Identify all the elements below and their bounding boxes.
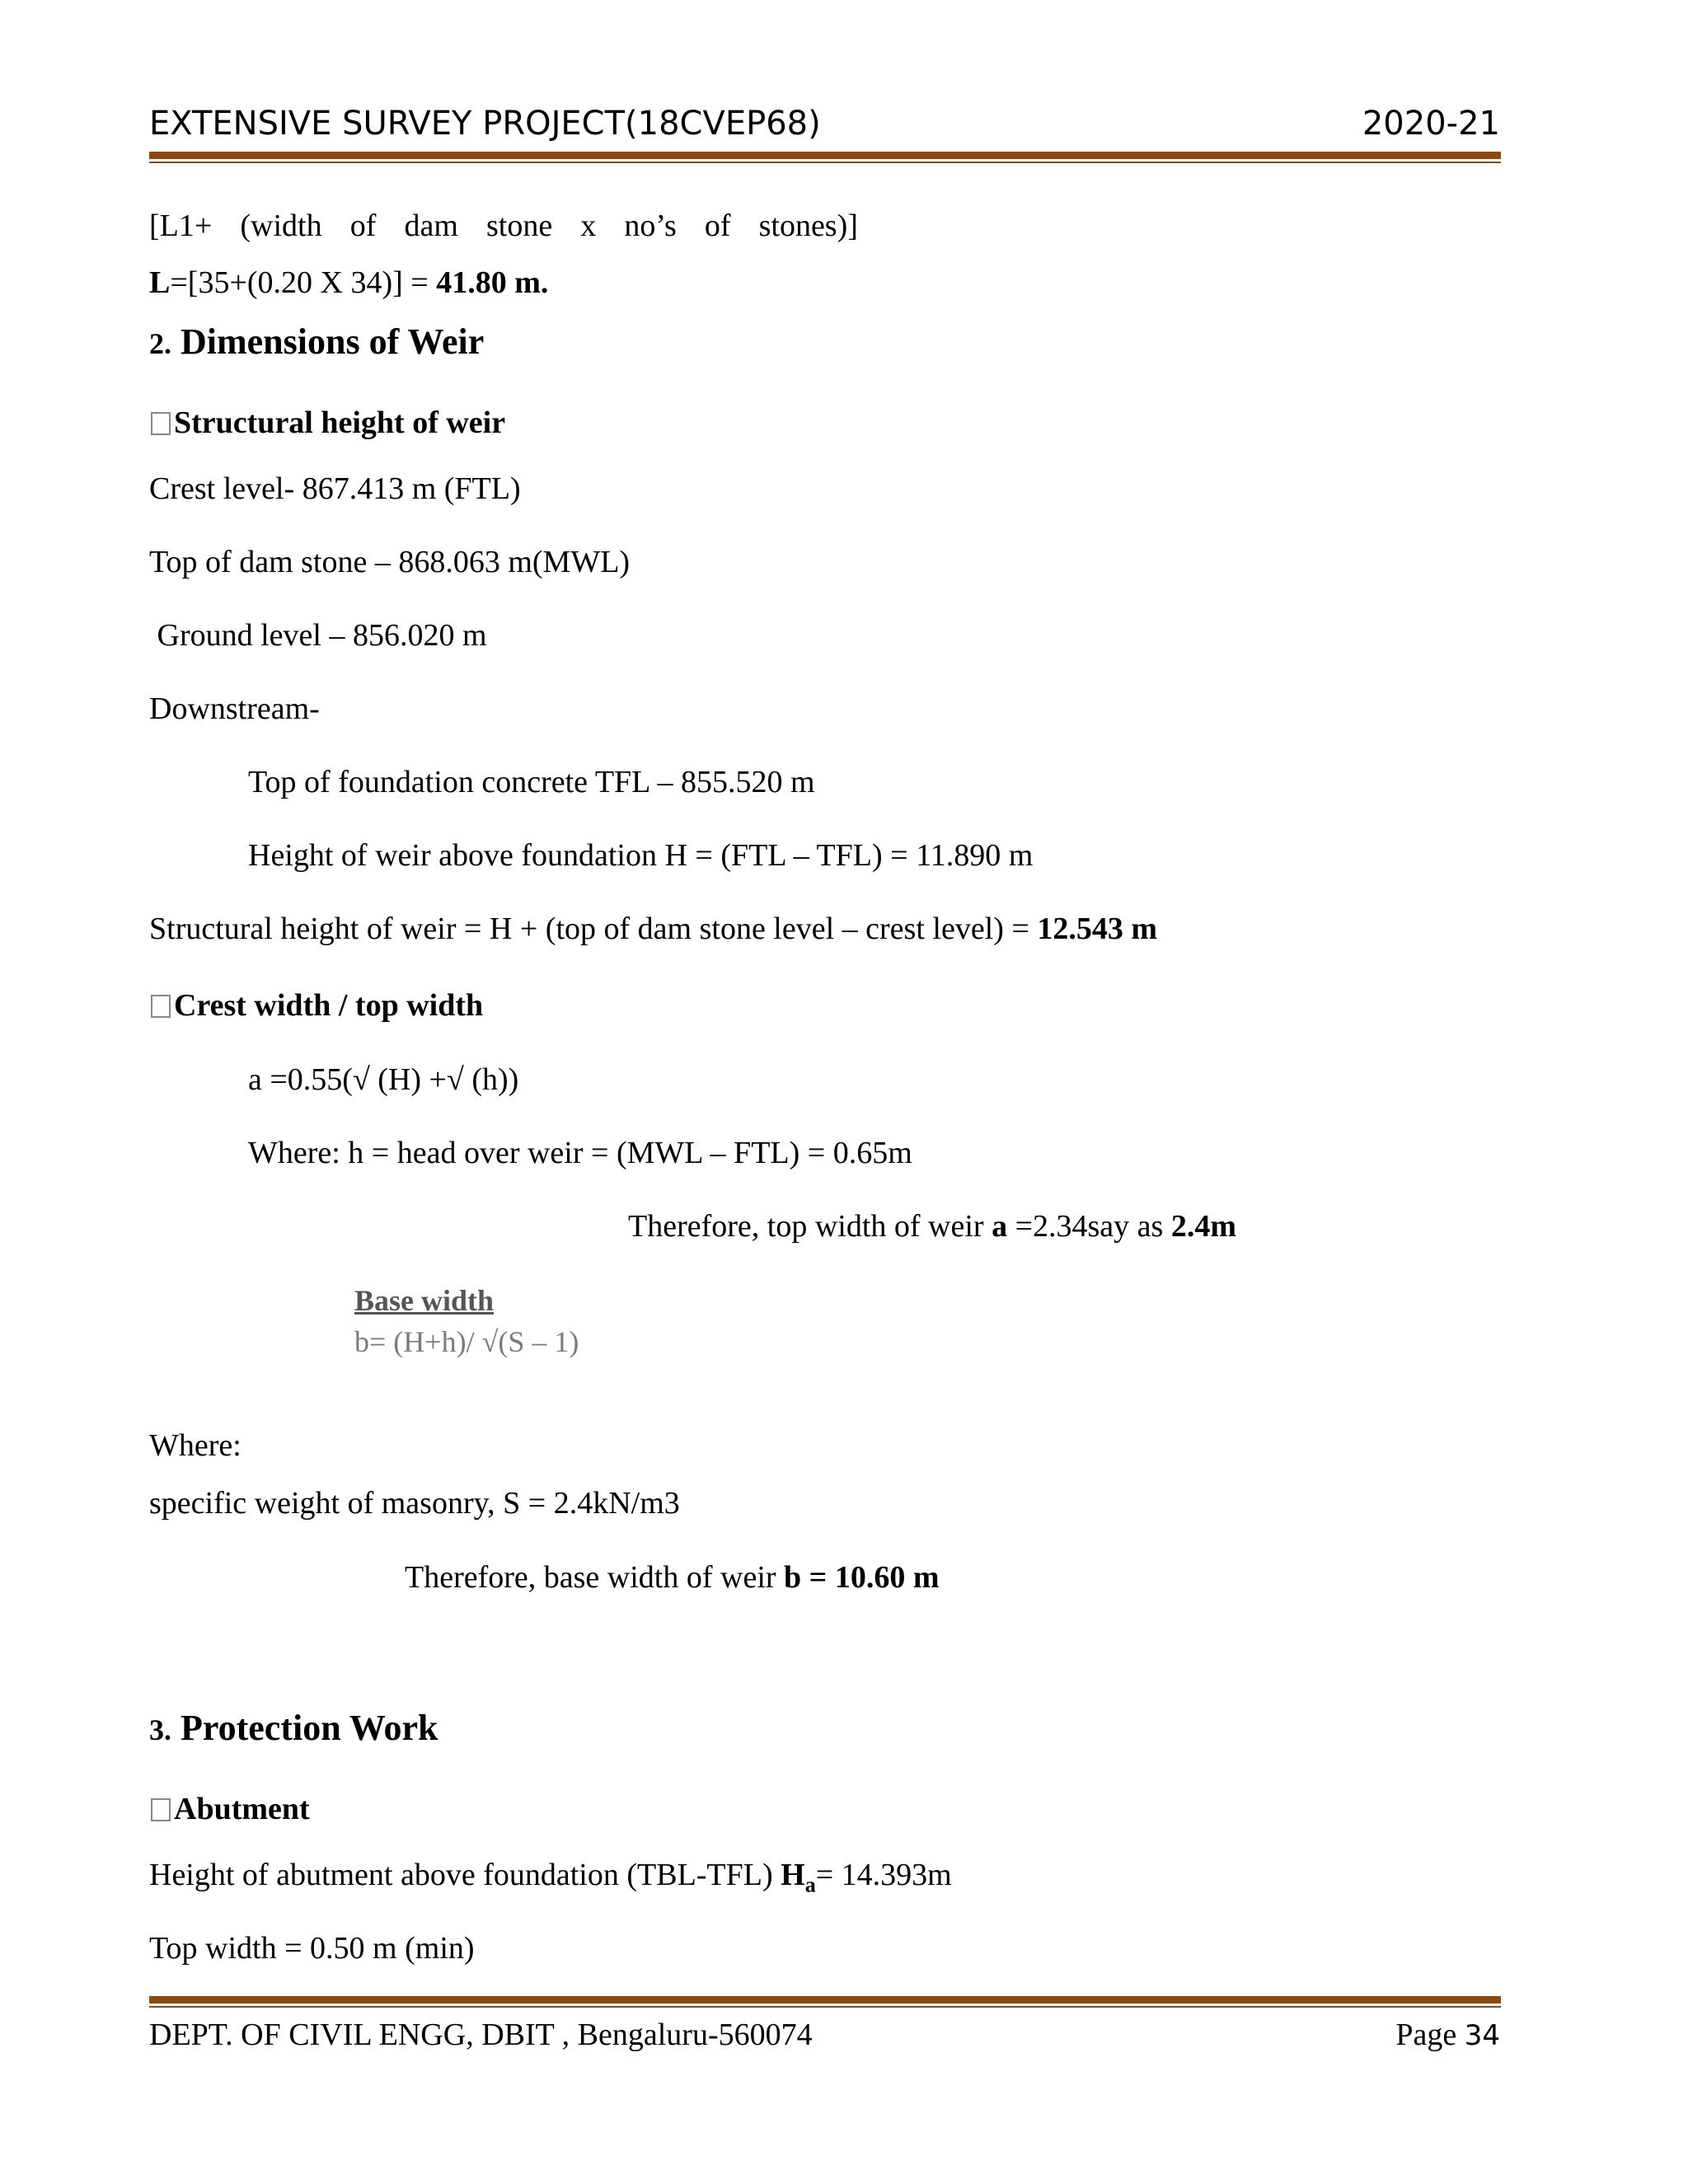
section-3-number: 3. xyxy=(149,1713,171,1746)
checkbox-glyph-icon xyxy=(151,995,171,1018)
top-of-foundation: Top of foundation concrete TFL – 855.520 m xyxy=(248,765,815,799)
length-formula-word: (width xyxy=(240,209,322,243)
height-above-foundation: Height of weir above foundation H = (FTL – TFL) = 11.890 m xyxy=(248,838,1034,873)
base-width-image-snippet xyxy=(354,1280,579,1362)
length-formula-word: dam xyxy=(404,209,458,243)
section-3-heading xyxy=(149,1707,438,1751)
structural-height-value: 12.543 m xyxy=(1037,912,1157,946)
downstream-label: Downstream- xyxy=(149,691,320,726)
length-formula-word: of xyxy=(704,209,731,243)
footer-rule-thick xyxy=(149,1996,1501,2004)
length-formula-word: stone xyxy=(485,209,553,243)
header-year: 2020-21 xyxy=(1362,105,1500,143)
page-number: 34 xyxy=(1464,2019,1500,2052)
header-title: EXTENSIVE SURVEY PROJECT(18CVEP68) xyxy=(149,105,821,143)
length-result-line xyxy=(149,264,548,302)
where-head-over-weir: Where: h = head over weir = (MWL – FTL) = 0.65m xyxy=(248,1136,912,1170)
top-width-min: Top width = 0.50 m (min) xyxy=(149,1931,475,1966)
top-width-result: Therefore, top width of weir a =2.34say as 2.4m xyxy=(628,1209,1236,1244)
length-var: L xyxy=(149,265,171,300)
top-of-dam-stone: Top of dam stone – 868.063 m(MWL) xyxy=(149,545,631,579)
length-formula-word: no’s xyxy=(624,209,677,243)
base-width-title: Base width xyxy=(354,1284,495,1317)
section-2-title: Dimensions of Weir xyxy=(181,321,485,362)
abutment-heading: Abutment xyxy=(151,1790,310,1828)
section-2-number: 2. xyxy=(149,327,171,360)
length-formula-word: [L1+ xyxy=(149,209,213,243)
where-label: Where: xyxy=(149,1428,241,1463)
header-rule-thick xyxy=(149,152,1501,159)
height-abutment-value: = 14.393m xyxy=(815,1858,952,1892)
specific-weight: specific weight of masonry, S = 2.4kN/m3 xyxy=(149,1486,680,1521)
height-abutment: Height of abutment above foundation (TBL-TFL) $H_a= 14.393m$ xyxy=(149,1858,952,1897)
checkbox-glyph-icon xyxy=(151,1798,171,1821)
length-formula-word: x xyxy=(580,209,597,243)
base-width-formula: b= (H+h)/ √(S – 1) xyxy=(354,1325,579,1358)
page-label: Page xyxy=(1395,2018,1457,2052)
structural-height-equation: Structural height of weir = H + (top of dam stone level – crest level) = 12.543 m xyxy=(149,912,1157,946)
top-width-value: 2.4m xyxy=(1170,1209,1236,1244)
length-result: 41.80 m. xyxy=(436,265,549,300)
section-3-title: Protection Work xyxy=(181,1708,438,1748)
footer-rule-thin xyxy=(149,2006,1501,2008)
structural-height-heading: Structural height of weir xyxy=(151,404,505,442)
base-width-value: b = 10.60 m xyxy=(784,1560,940,1595)
section-2-heading xyxy=(149,321,484,365)
length-formula-line xyxy=(149,207,858,245)
checkbox-glyph-icon xyxy=(151,412,171,435)
footer-dept: DEPT. OF CIVIL ENGG, DBIT , Bengaluru-560074 xyxy=(149,2018,813,2052)
formula-a: a =0.55(√ (H) +√ (h)) xyxy=(248,1062,519,1097)
length-formula-word: stones)] xyxy=(758,209,858,243)
crest-level: Crest level- 867.413 m (FTL) xyxy=(149,471,521,506)
base-width-result: Therefore, base width of weir b = 10.60 m xyxy=(405,1560,940,1595)
footer-page xyxy=(1319,2016,1500,2055)
ground-level: Ground level – 856.020 m xyxy=(149,618,487,653)
length-formula-word: of xyxy=(349,209,377,243)
crest-width-heading: Crest width / top width xyxy=(151,987,483,1024)
length-expr: =[35+(0.20 X 34)] = xyxy=(170,265,437,300)
header-rule-thin xyxy=(149,162,1501,163)
